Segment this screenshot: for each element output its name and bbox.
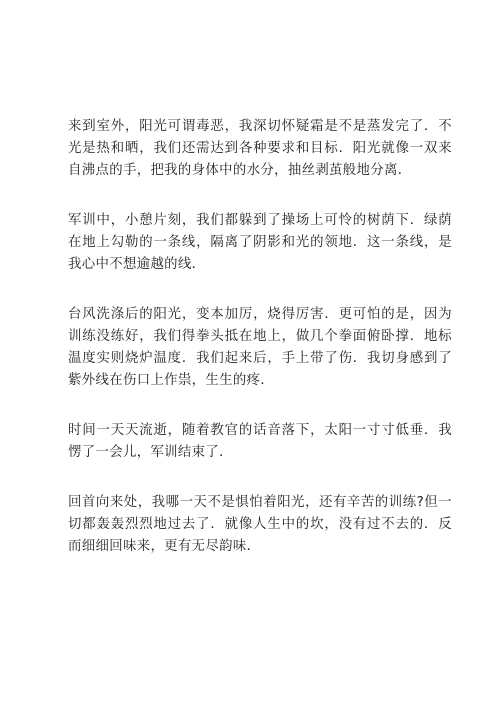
document-body <box>68 116 452 558</box>
paragraph-4: 时间一天天流逝，随着教官的话音落下，太阳一寸寸低垂．我愣了一会儿，军训结束了． <box>68 423 452 460</box>
paragraph-1: 来到室外，阳光可谓毒恶，我深切怀疑霜是不是蒸发完了．不光是热和晒，我们还需达到各种要求和目标．阳光就像一双来自沸点的手，把我的身体中的水分，抽丝剥茧般地分离． <box>68 119 452 178</box>
paragraph-3: 台风洗涤后的阳光，变本加厉，烧得厉害．更可怕的是，因为训练没练好，我们得拳头抵在地上，做几个拳面俯卧撑．地标温度实则烧炉温度．我们起来后，手上带了伤．我切身感到了紫外线在伤口上作祟，生生的疼． <box>68 307 452 388</box>
paragraph-5: 回首向来处，我哪一天不是惧怕着阳光，还有辛苦的训练?但一切都轰轰烈烈地过去了．就像人生中的坎，没有过不去的．反而细细回味来，更有无尽韵味． <box>68 495 452 554</box>
paragraph-2: 军训中，小憩片刻，我们都躲到了操场上可怜的树荫下．绿荫在地上勾勒的一条线，隔离了阴影和光的领地．这一条线，是我心中不想逾越的线． <box>68 213 452 272</box>
